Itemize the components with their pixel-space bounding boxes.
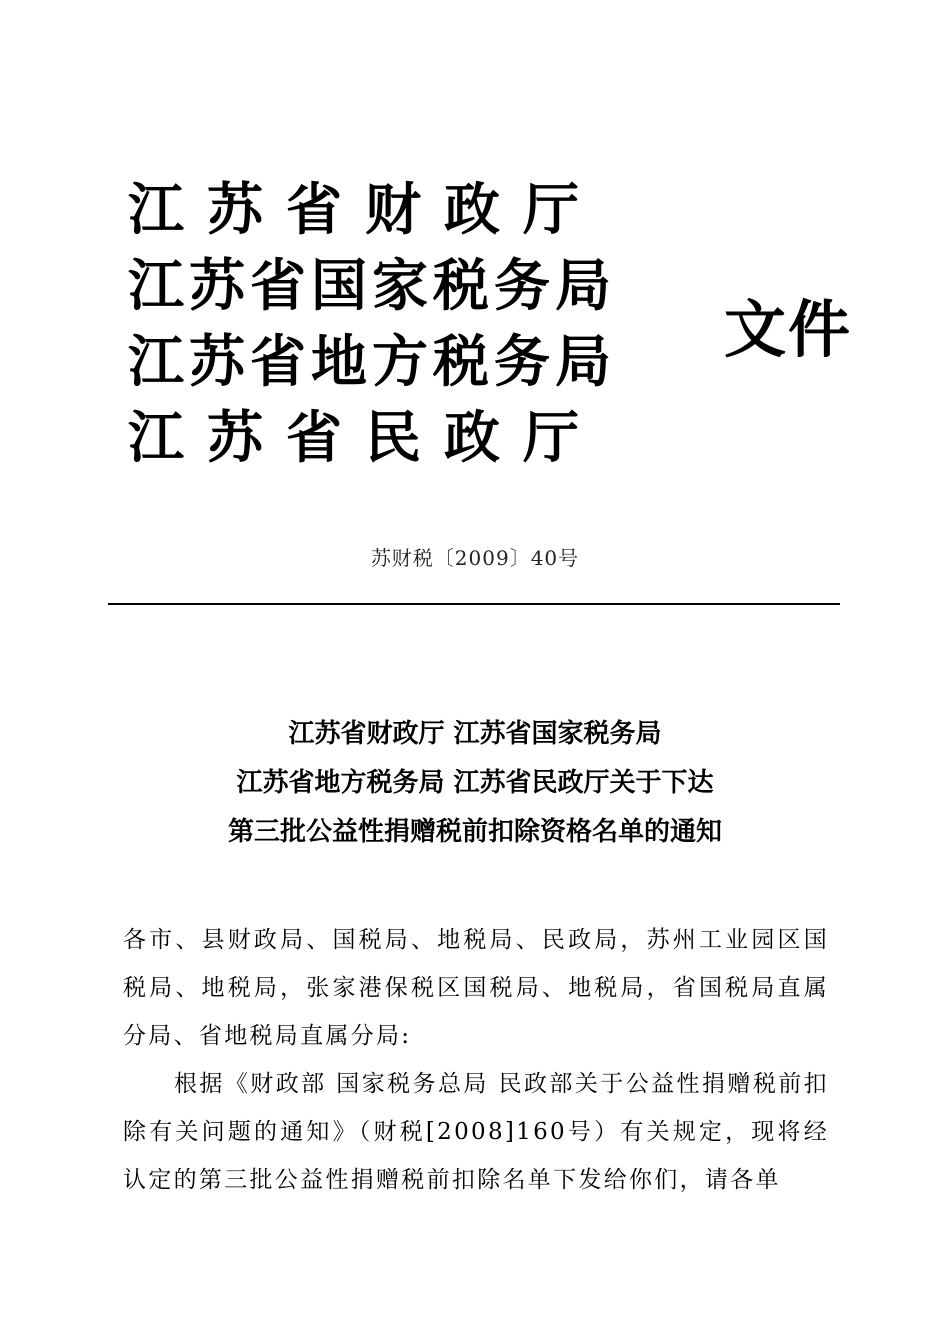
header-divider (108, 603, 840, 605)
issuer-local-tax-bureau: 江苏省地方税务局 (128, 329, 616, 395)
document-title (0, 710, 950, 857)
title-line-1: 江苏省财政厅 江苏省国家税务局 (288, 719, 662, 749)
document-body (123, 916, 829, 1204)
issuing-agencies (128, 172, 668, 476)
document-number: 苏财税〔2009〕40号 (370, 546, 580, 570)
addressees-paragraph: 各市、县财政局、国税局、地税局、民政局，苏州工业园区国税局、地税局，张家港保税区国税局、地税局，省国税局直属分局、省地税局直属分局: (123, 927, 829, 1049)
title-line-3: 第三批公益性捐赠税前扣除资格名单的通知 (227, 817, 722, 847)
body-paragraph-1: 根据《财政部 国家税务总局 民政部关于公益性捐赠税前扣除有关问题的通知》（财税[2008]160号）有关规定，现将经认定的第三批公益性捐赠税前扣除名单下发给你们，请各单 (123, 1071, 829, 1193)
document-suffix: 文件 (724, 293, 853, 366)
issuer-civil-affairs-department: 江苏省民政厅 (128, 405, 602, 471)
issuer-state-tax-bureau: 江苏省国家税务局 (128, 253, 616, 319)
issuer-finance-department: 江苏省财政厅 (128, 177, 602, 243)
title-line-2: 江苏省地方税务局 江苏省民政厅关于下达 (236, 768, 714, 798)
